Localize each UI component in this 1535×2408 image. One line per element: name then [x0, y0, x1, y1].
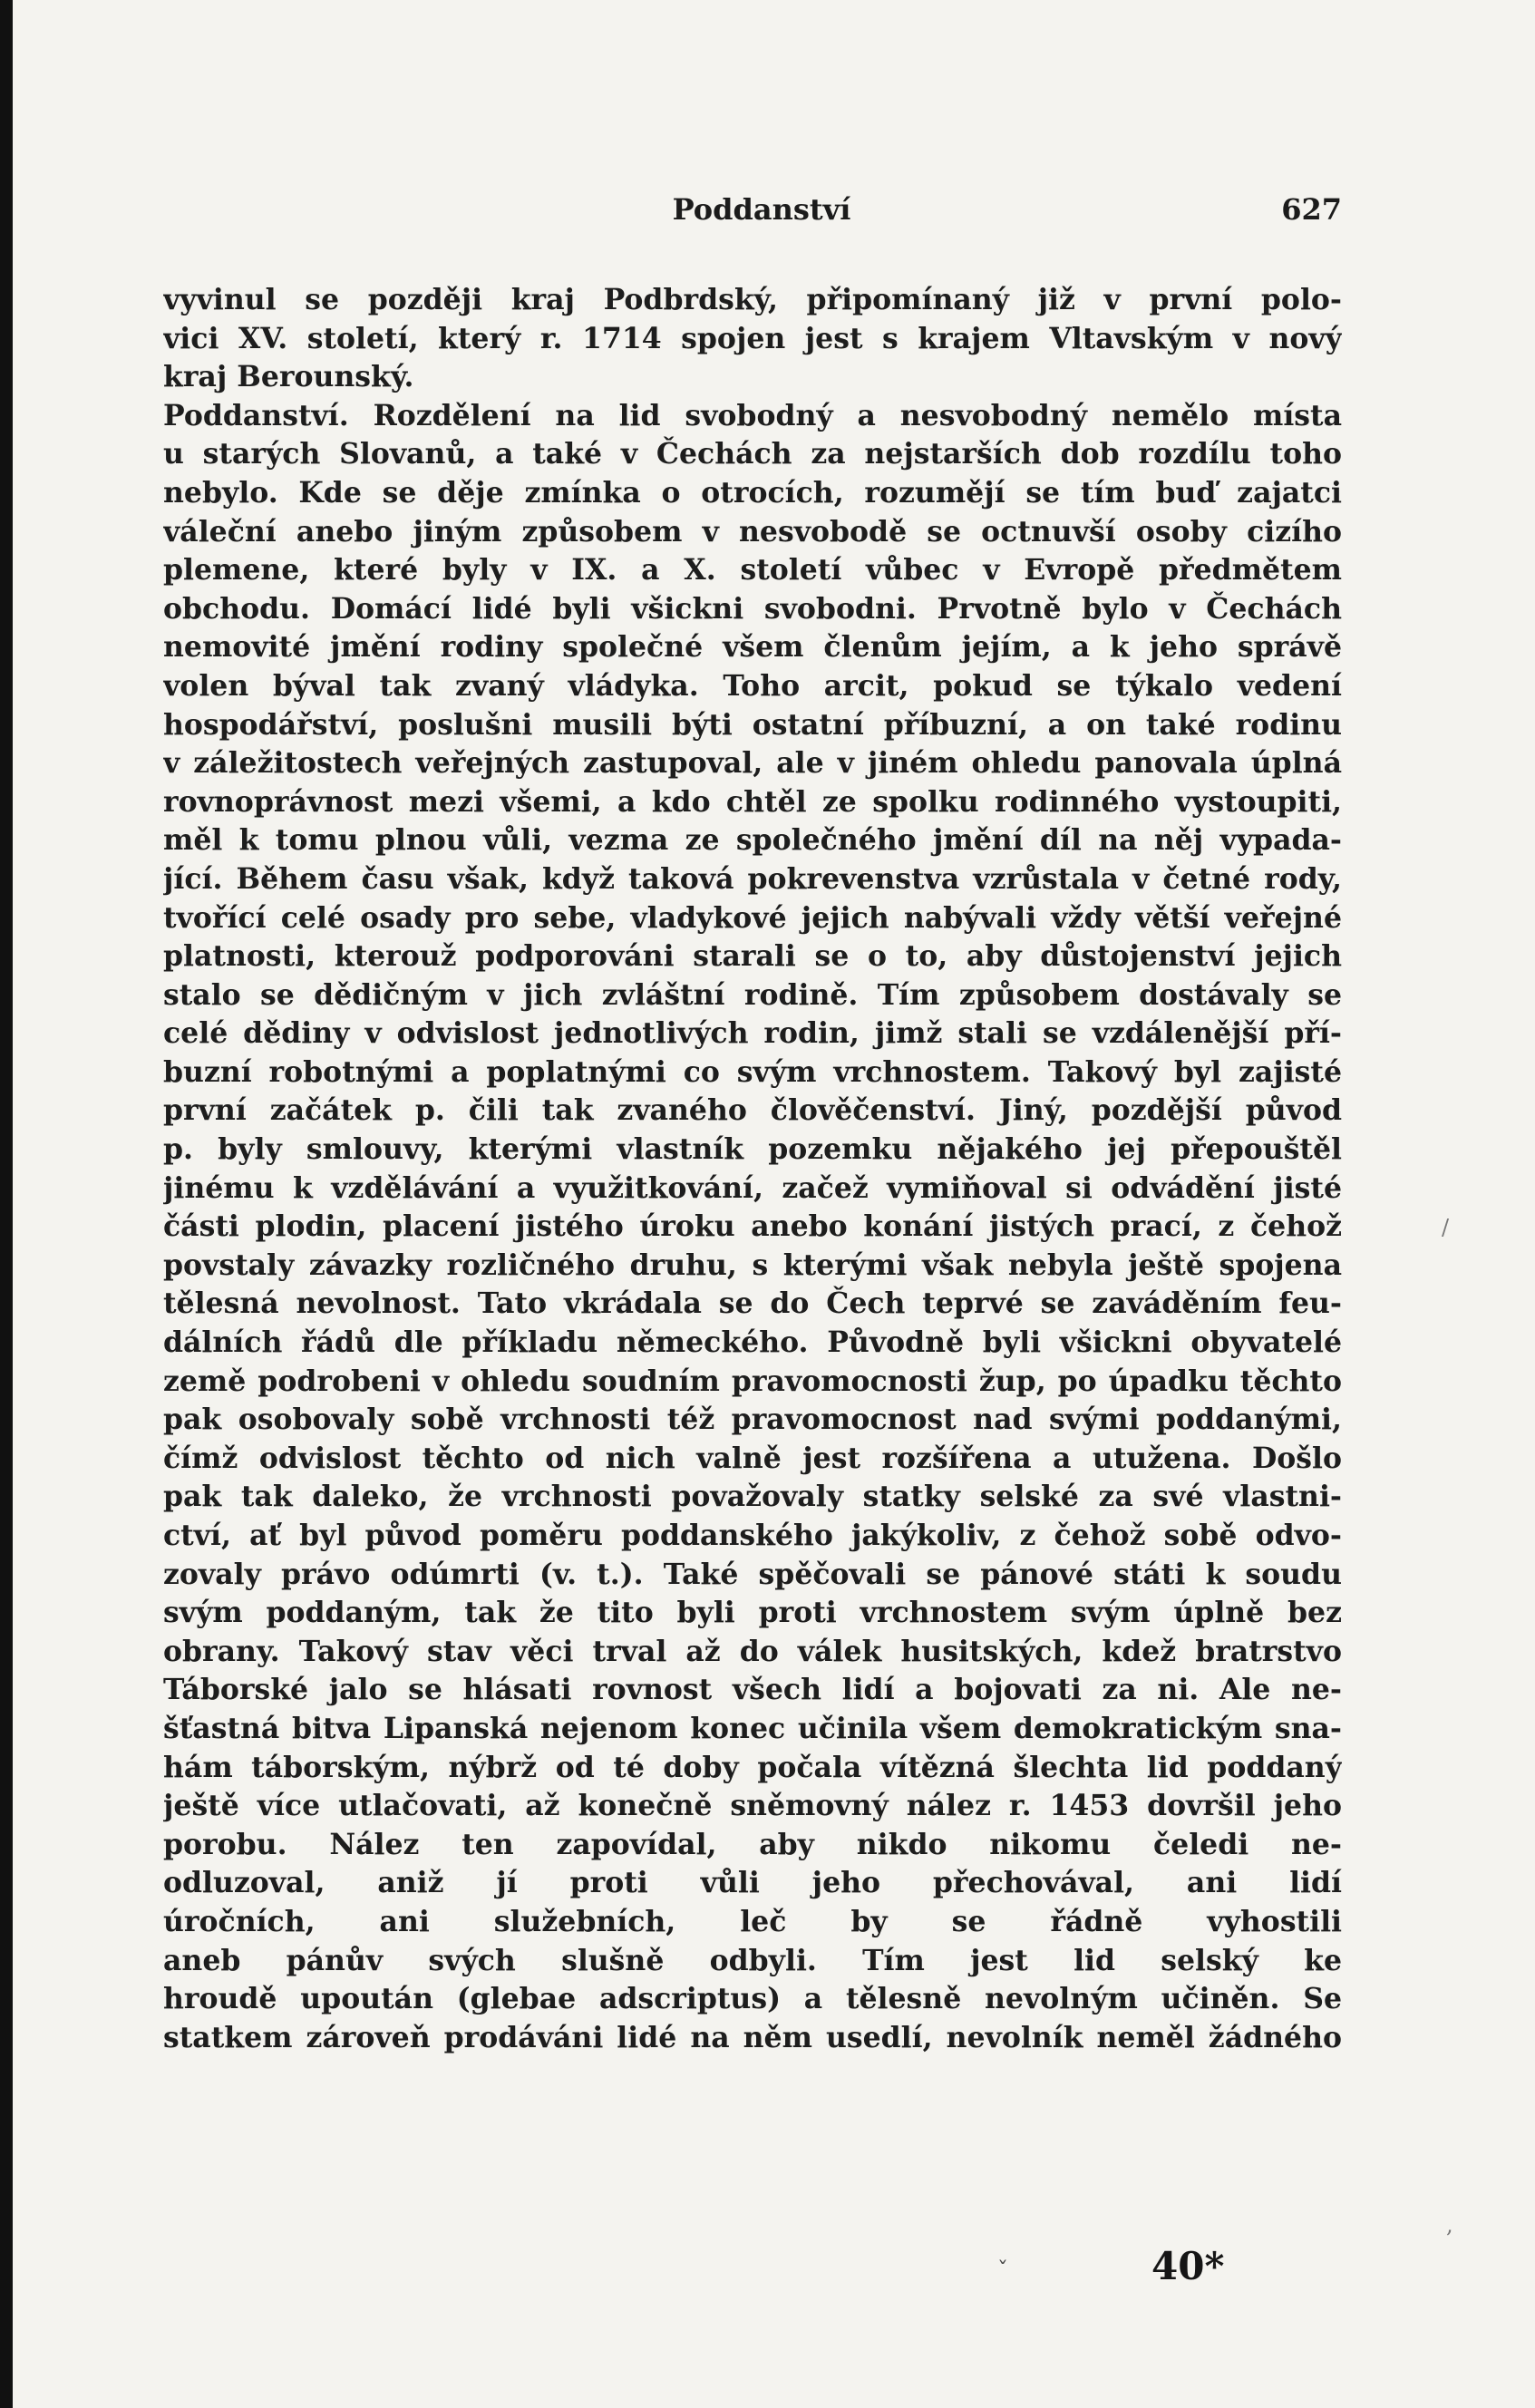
text-line: hospodářství, poslušni musili býti ostatní příbuzní, a on také rodinu: [163, 707, 1342, 742]
signature-mark: 40*: [1151, 2244, 1225, 2288]
scan-edge: [0, 0, 13, 2408]
text-line: plemene, které byly v IX. a X. století vůbec v Evropě předmětem: [163, 553, 1342, 587]
text-line: zovaly právo odúmrti (v. t.). Také spěčovali se pánové státi k soudu: [163, 1557, 1342, 1591]
text-line: kraj Berounský.: [163, 360, 414, 394]
text-line: volen býval tak zvaný vládyka. Toho arcit, pokud se týkalo vedení: [163, 668, 1342, 703]
text-line: úročních, ani služebních, leč by se řádně vyhostili: [163, 1904, 1342, 1938]
text-line: vyvinul se později kraj Podbrdský, připomínaný již v první polo-: [163, 283, 1342, 316]
text-line: dálních řádů dle příkladu německého. Původně byli všickni obyvatelé: [163, 1325, 1342, 1360]
document-page: [54, 0, 1505, 2408]
text-line: váleční anebo jiným způsobem v nesvobodě se octnuvší osoby cizího: [163, 514, 1342, 549]
text-line: nebylo. Kde se děje zmínka o otrocích, rozumějí se tím buď zajatci: [163, 475, 1342, 510]
scan-speck: ˇ: [997, 2258, 1008, 2283]
text-line: čímž odvislost těchto od nich valně jest rozšířena a utužena. Došlo: [163, 1441, 1342, 1475]
text-line: stalo se dědičným v jich zvláštní rodině. Tím způsobem dostávaly se: [163, 977, 1342, 1012]
text-line: hroudě upoután (glebae adscriptus) a tělesně nevolným učiněn. Se: [163, 1982, 1342, 2016]
text-line: odluzoval, aniž jí proti vůli jeho přechovával, ani lidí: [163, 1866, 1342, 1900]
text-line: porobu. Nález ten zapovídal, aby nikdo nikomu čeledi ne-: [163, 1827, 1342, 1861]
text-line: pak tak daleko, že vrchnosti považovaly statky selské za své vlastni-: [163, 1480, 1342, 1514]
text-line: p. byly smlouvy, kterými vlastník pozemku nějakého jej přepouštěl: [163, 1132, 1342, 1167]
text-line: jící. Během času však, když taková pokrevenstva vzrůstala v četné rody,: [163, 861, 1342, 896]
text-line: obrany. Takový stav věci trval až do válek husitských, kdež bratrstvo: [163, 1634, 1342, 1668]
text-line: ještě více utlačovati, až konečně sněmovný nález r. 1453 dovršil jeho: [163, 1789, 1342, 1823]
scan-speck: ,: [1446, 2212, 1453, 2238]
body-text: [163, 281, 1342, 2057]
text-line: rovnoprávnost mezi všemi, a kdo chtěl ze spolku rodinného vystoupiti,: [163, 784, 1342, 819]
scan-speck: /: [1442, 1215, 1450, 1240]
text-line: hám táborským, nýbrž od té doby počala vítězná šlechta lid poddaný: [163, 1750, 1342, 1784]
text-line: šťastná bitva Lipanská nejenom konec učinila všem demokratickým sna-: [163, 1711, 1342, 1745]
text-line: obchodu. Domácí lidé byli všickni svobodni. Prvotně bylo v Čechách: [163, 591, 1342, 626]
text-line: v záležitostech veřejných zastupoval, ale v jiném ohledu panovala úplná: [163, 746, 1342, 781]
text-line: pak osobovaly sobě vrchnosti též pravomocnost nad svými poddanými,: [163, 1403, 1342, 1437]
text-line: Táborské jalo se hlásati rovnost všech lidí a bojovati za ni. Ale ne-: [163, 1673, 1342, 1707]
text-line: ctví, ať byl původ poměru poddanského jakýkoliv, z čehož sobě odvo-: [163, 1519, 1342, 1552]
text-line: statkem zároveň prodáváni lidé na něm usedlí, nevolník neměl žádného: [163, 2020, 1342, 2054]
text-line: aneb pánův svých slušně odbyli. Tím jest lid selský ke: [163, 1943, 1342, 1977]
text-line: u starých Slovanů, a také v Čechách za nejstarších dob rozdílu toho: [163, 437, 1342, 471]
text-line: svým poddaným, tak že tito byli proti vrchnostem svým úplně bez: [163, 1596, 1342, 1630]
page-number: 627: [1281, 192, 1342, 227]
text-line: části plodin, placení jistého úroku anebo konání jistých prací, z čehož: [163, 1209, 1342, 1244]
text-line: jinému k vzdělávání a využitkování, začež vymiňoval si odvádění jisté: [163, 1170, 1342, 1205]
text-line: země podrobeni v ohledu soudním pravomocnosti žup, po úpadku těchto: [163, 1364, 1342, 1398]
text-line: nemovité jmění rodiny společné všem členům jejím, a k jeho správě: [163, 630, 1342, 665]
text-line: tělesná nevolnost. Tato vkrádala se do Čech teprvé se zaváděním feu-: [163, 1287, 1342, 1321]
text-line: tvořící celé osady pro sebe, vladykové jejich nabývali vždy větší veřejné: [163, 900, 1342, 935]
text-line: celé dědiny v odvislost jednotlivých rodin, jimž stali se vzdálenější pří-: [163, 1016, 1342, 1051]
text-line: první začátek p. čili tak zvaného člověčenství. Jiný, pozdější původ: [163, 1093, 1342, 1128]
text-line: buzní robotnými a poplatnými co svým vrchnostem. Takový byl zajisté: [163, 1054, 1342, 1089]
text-line: vici XV. století, který r. 1714 spojen jest s krajem Vltavským v nový: [163, 321, 1342, 355]
text-line: povstaly závazky rozličného druhu, s kterými však nebyla ještě spojena: [163, 1248, 1342, 1282]
text-line: Poddanství. Rozdělení na lid svobodný a nesvobodný nemělo místa: [163, 398, 1342, 432]
text-line: měl k tomu plnou vůli, vezma ze společného jmění díl na něj vypada-: [163, 823, 1342, 858]
page-title: Poddanství: [672, 192, 851, 227]
text-line: platnosti, kterouž podporováni starali se o to, aby důstojenství jejich: [163, 939, 1342, 974]
running-header: [163, 192, 1342, 232]
